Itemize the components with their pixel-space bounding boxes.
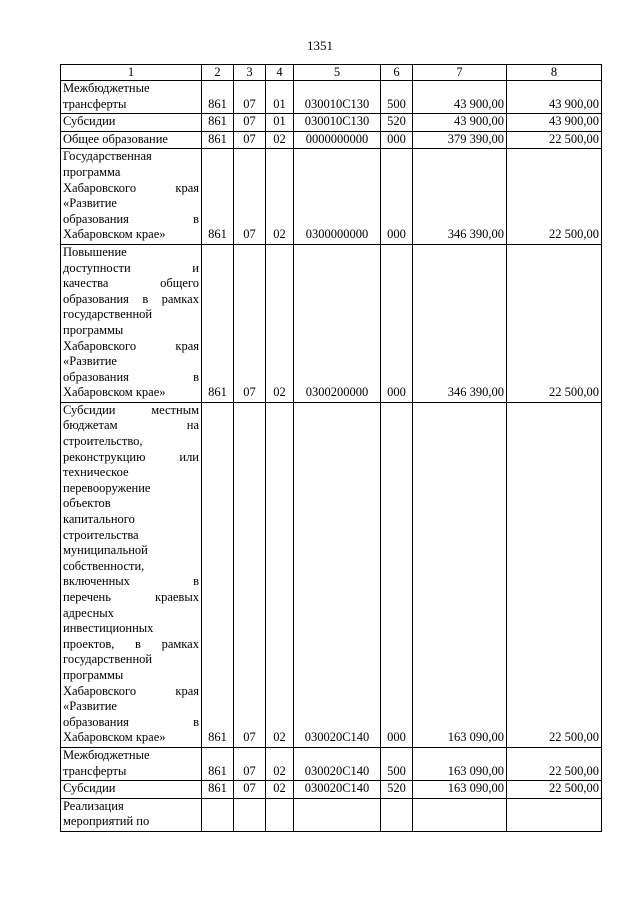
- row-name-word: включенных: [63, 574, 130, 589]
- expense-type-cell: 000: [381, 149, 413, 245]
- row-name-word: перечень: [63, 590, 111, 604]
- section-code-cell: 07: [234, 149, 266, 245]
- header-cell-8: 8: [507, 65, 602, 81]
- row-name-word: или: [179, 449, 199, 464]
- row-name-word: и: [192, 260, 199, 275]
- table-row: [61, 131, 602, 149]
- target-article-cell: 030020С140: [294, 781, 381, 799]
- header-row: [61, 65, 602, 81]
- page-number: 1351: [307, 38, 333, 53]
- row-name-line: [63, 715, 199, 731]
- table-row: [61, 114, 602, 132]
- header-cell-2: 2: [202, 65, 234, 81]
- row-name-line: Хабаровском крае»: [63, 227, 166, 242]
- row-name-word: в: [193, 211, 199, 226]
- subsection-code-cell: 01: [266, 114, 294, 132]
- subsection-code-cell: 02: [266, 781, 294, 799]
- section-code-cell: 07: [234, 114, 266, 132]
- row-name-word: краевых: [155, 590, 199, 604]
- row-name-cell: [61, 81, 202, 114]
- row-name-word: в: [193, 574, 199, 589]
- table-row: [61, 244, 602, 402]
- row-name-word: в: [193, 714, 199, 729]
- row-name-word: в: [193, 369, 199, 384]
- amount-cell: 346 390,00: [413, 149, 507, 245]
- row-name-word: общего: [160, 276, 199, 291]
- row-name-cell: [61, 781, 202, 799]
- table-row: [61, 798, 602, 831]
- row-name-cell: [61, 244, 202, 402]
- chapter-code-cell: 861: [202, 244, 234, 402]
- row-name-line: Межбюджетные: [63, 81, 150, 95]
- row-name-line: Повышение: [63, 244, 127, 259]
- row-name-word: качества: [63, 276, 109, 291]
- amount-cell-2: 22 500,00: [507, 781, 602, 799]
- row-name-word: Хабаровского: [63, 180, 137, 195]
- amount-cell: 163 090,00: [413, 747, 507, 780]
- amount-cell-2: 22 500,00: [507, 747, 602, 780]
- row-name-line: строительство,: [63, 434, 143, 449]
- row-name-word: края: [175, 338, 199, 353]
- row-name-line: [63, 212, 199, 228]
- row-name-line: собственности,: [63, 558, 145, 573]
- row-name-line: перевооружение: [63, 480, 151, 495]
- amount-cell: 43 900,00: [413, 114, 507, 132]
- expense-type-cell: [381, 798, 413, 831]
- row-name-line: [63, 684, 199, 700]
- chapter-code-cell: 861: [202, 81, 234, 114]
- table-row: [61, 81, 602, 114]
- target-article-cell: 030020С140: [294, 402, 381, 747]
- section-code-cell: 07: [234, 747, 266, 780]
- row-name-line: [63, 450, 199, 466]
- row-name-line: [63, 418, 199, 434]
- row-name-word: образования: [63, 369, 129, 384]
- row-name-line: программы: [63, 667, 124, 682]
- amount-cell: 163 090,00: [413, 402, 507, 747]
- target-article-cell: 0300200000: [294, 244, 381, 402]
- row-name-line: Государственная: [63, 149, 152, 164]
- row-name-line: Хабаровском крае»: [63, 385, 166, 400]
- row-name-line: Субсидии: [63, 114, 116, 129]
- row-name-line: государственной: [63, 307, 153, 322]
- row-name-cell: [61, 131, 202, 149]
- subsection-code-cell: 02: [266, 131, 294, 149]
- chapter-code-cell: 861: [202, 149, 234, 245]
- amount-cell: [413, 798, 507, 831]
- row-name-cell: [61, 798, 202, 831]
- table-row: [61, 149, 602, 245]
- target-article-cell: 0000000000: [294, 131, 381, 149]
- amount-cell: 379 390,00: [413, 131, 507, 149]
- header-cell-3: 3: [234, 65, 266, 81]
- amount-cell-2: 22 500,00: [507, 131, 602, 149]
- amount-cell-2: 43 900,00: [507, 81, 602, 114]
- header-cell-5: 5: [294, 65, 381, 81]
- table-row: [61, 747, 602, 780]
- row-name-line: строительства: [63, 527, 139, 542]
- row-name-line: Хабаровском крае»: [63, 730, 166, 745]
- row-name-line: [63, 590, 199, 606]
- row-name-word: образования: [63, 714, 129, 729]
- row-name-line: Реализация: [63, 798, 124, 813]
- expense-type-cell: 000: [381, 131, 413, 149]
- chapter-code-cell: 861: [202, 131, 234, 149]
- row-name-word: доступности: [63, 260, 131, 275]
- expense-type-cell: 500: [381, 747, 413, 780]
- section-code-cell: [234, 798, 266, 831]
- chapter-code-cell: 861: [202, 781, 234, 799]
- amount-cell-2: 22 500,00: [507, 149, 602, 245]
- subsection-code-cell: 02: [266, 747, 294, 780]
- table-row: [61, 781, 602, 799]
- section-code-cell: 07: [234, 244, 266, 402]
- chapter-code-cell: 861: [202, 402, 234, 747]
- row-name-line: Общее образование: [63, 131, 168, 146]
- row-name-cell: [61, 747, 202, 780]
- target-article-cell: 0300000000: [294, 149, 381, 245]
- budget-table: [60, 64, 602, 832]
- row-name-line: трансферты: [63, 763, 127, 778]
- row-name-line: техническое: [63, 465, 129, 480]
- row-name-word: края: [175, 180, 199, 195]
- row-name-word: Хабаровского: [63, 683, 137, 698]
- chapter-code-cell: [202, 798, 234, 831]
- row-name-line: программы: [63, 322, 124, 337]
- row-name-line: трансферты: [63, 96, 127, 111]
- row-name-word: в: [142, 291, 149, 306]
- row-name-line: [63, 181, 199, 197]
- amount-cell: 346 390,00: [413, 244, 507, 402]
- row-name-word: местным: [151, 402, 199, 417]
- row-name-word: Субсидии: [63, 402, 116, 417]
- row-name-line: инвестиционных: [63, 621, 154, 636]
- target-article-cell: [294, 798, 381, 831]
- amount-cell-2: 22 500,00: [507, 402, 602, 747]
- row-name-line: [63, 637, 199, 653]
- header-cell-4: 4: [266, 65, 294, 81]
- row-name-word: края: [175, 683, 199, 698]
- row-name-word: на: [186, 418, 199, 433]
- chapter-code-cell: 861: [202, 747, 234, 780]
- row-name-line: «Развитие: [63, 354, 117, 369]
- subsection-code-cell: 02: [266, 149, 294, 245]
- row-name-line: [63, 574, 199, 590]
- row-name-line: мероприятий по: [63, 814, 150, 829]
- target-article-cell: 030010С130: [294, 81, 381, 114]
- row-name-word: образования: [63, 291, 129, 306]
- expense-type-cell: 520: [381, 114, 413, 132]
- row-name-line: объектов: [63, 496, 111, 511]
- row-name-word: рамках: [161, 291, 199, 306]
- amount-cell: 43 900,00: [413, 81, 507, 114]
- header-cell-6: 6: [381, 65, 413, 81]
- row-name-line: [63, 261, 199, 277]
- row-name-word: реконструкцию: [63, 449, 146, 464]
- header-cell-1: 1: [61, 65, 202, 81]
- row-name-line: Субсидии: [63, 781, 116, 796]
- amount-cell-2: 43 900,00: [507, 114, 602, 132]
- amount-cell-2: [507, 798, 602, 831]
- row-name-line: муниципальной: [63, 543, 148, 558]
- amount-cell: 163 090,00: [413, 781, 507, 799]
- section-code-cell: 07: [234, 131, 266, 149]
- row-name-line: Межбюджетные: [63, 747, 150, 762]
- row-name-line: государственной: [63, 652, 153, 667]
- subsection-code-cell: 02: [266, 402, 294, 747]
- row-name-line: «Развитие: [63, 699, 117, 714]
- row-name-word: в: [135, 636, 141, 651]
- row-name-word: Хабаровского: [63, 338, 137, 353]
- expense-type-cell: 000: [381, 244, 413, 402]
- row-name-word: бюджетам: [63, 418, 118, 433]
- section-code-cell: 07: [234, 781, 266, 799]
- row-name-word: проектов,: [63, 636, 115, 651]
- row-name-cell: [61, 114, 202, 132]
- row-name-line: капитального: [63, 512, 135, 527]
- subsection-code-cell: 02: [266, 244, 294, 402]
- expense-type-cell: 500: [381, 81, 413, 114]
- target-article-cell: 030020С140: [294, 747, 381, 780]
- row-name-line: [63, 339, 199, 355]
- expense-type-cell: 000: [381, 402, 413, 747]
- row-name-word: рамках: [161, 636, 199, 651]
- row-name-word: образования: [63, 211, 129, 226]
- subsection-code-cell: 01: [266, 81, 294, 114]
- header-cell-7: 7: [413, 65, 507, 81]
- section-code-cell: 07: [234, 402, 266, 747]
- row-name-line: «Развитие: [63, 196, 117, 211]
- row-name-line: [63, 403, 199, 419]
- subsection-code-cell: [266, 798, 294, 831]
- table-row: [61, 402, 602, 747]
- amount-cell-2: 22 500,00: [507, 244, 602, 402]
- row-name-cell: [61, 402, 202, 747]
- row-name-line: [63, 370, 199, 386]
- row-name-line: [63, 292, 199, 308]
- row-name-line: [63, 276, 199, 292]
- row-name-cell: [61, 149, 202, 245]
- section-code-cell: 07: [234, 81, 266, 114]
- row-name-line: адресных: [63, 605, 114, 620]
- expense-type-cell: 520: [381, 781, 413, 799]
- target-article-cell: 030010С130: [294, 114, 381, 132]
- chapter-code-cell: 861: [202, 114, 234, 132]
- row-name-line: программа: [63, 164, 121, 179]
